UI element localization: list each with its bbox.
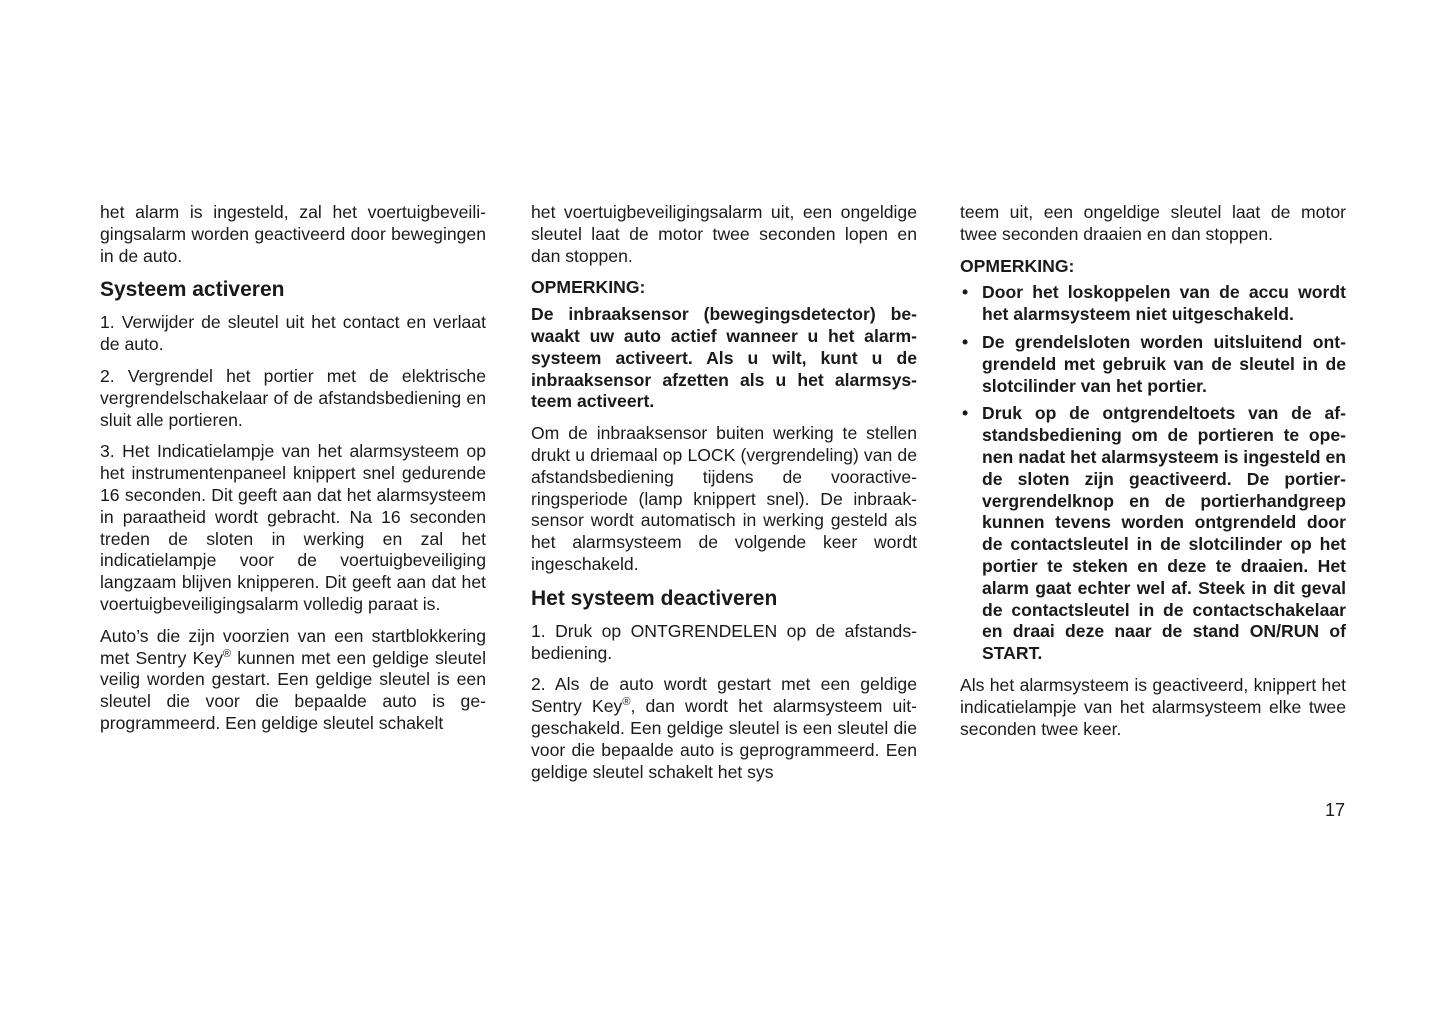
- section-heading-deactivate: Het systeem deactiveren: [531, 586, 778, 610]
- deactivate-step-2-text-b: , dan wordt het alarmsysteem uitgeschakeld. Een geldige sleutel is een sleutel die voor die bepaalde auto is geprogrammeerd. Een geldige sleutel schakelt het sys: [531, 696, 917, 782]
- sentry-key-text-a: Auto’s die zijn voorzien van een startblokkering met Sentry Key: [100, 625, 486, 668]
- bullet-text: De grendelsloten worden uitsluitend ontgrendeld met gebruik van de sleutel in de slotcilinder van het portier.: [982, 331, 1346, 396]
- bullet-dot-icon: •: [962, 331, 969, 352]
- note-bullet-item: [960, 403, 1346, 665]
- note-bullet-item: [960, 332, 1346, 397]
- final-paragraph: Als het alarmsysteem is geactiveerd, knippert het indicatielampje van het alarmsysteem elke twee seconden twee keer.: [960, 674, 1346, 739]
- page-number: 17: [1324, 800, 1345, 820]
- note-label: OPMERKING:: [960, 255, 1075, 276]
- intro-paragraph: het alarm is ingesteld, zal het voertuigbeveiligingsalarm worden geactiveerd door bewegingen in de auto.: [100, 202, 486, 266]
- note-bullet-item: [960, 282, 1346, 326]
- note-bullet-list: [960, 282, 1346, 665]
- activate-step-3: 3. Het Indicatielampje van het alarmsysteem op het instrumentenpaneel knippert snel gedurende 16 seconden. Dit geeft aan dat het alarmsysteem in paraatheid wordt gebracht. Na 16 seconden treden de sloten in werking en zal het indicatielampje voor de voertuigbeveiliging langzaam blijven knipperen. Dit geeft aan dat het voertuigbeveiligingsalarm volledig paraat is.: [100, 441, 486, 614]
- bullet-dot-icon: •: [962, 282, 969, 303]
- activate-step-2: 2. Vergrendel het portier met de elektrische vergrendelschakelaar of de afstandsbediening en sluit alle portieren.: [100, 365, 486, 430]
- registered-mark: ®: [622, 696, 631, 709]
- column-right: [960, 202, 1346, 750]
- note-text: De inbraaksensor (bewegingsdetector) bewaakt uw auto actief wanneer u het alarmsysteem activeert. Als u wilt, kunt u de inbraaksensor afzetten als u het alarmsysteem activeert.: [531, 304, 917, 412]
- sentry-key-text-b: kunnen met een geldige sleutel veilig worden gestart. Een geldige sleutel is een sleutel die voor die bepaalde auto is geprogrammeerd. Een geldige sleutel schakelt: [100, 647, 486, 733]
- sentry-key-paragraph: [100, 626, 486, 735]
- note-label: OPMERKING:: [531, 277, 646, 298]
- bullet-text: Druk op de ontgrendeltoets van de afstandsbediening om de portieren te openen nadat het alarmsysteem is ingesteld en de sloten zijn geactiveerd. De portiervergrendelknop en de portierhandgreep kunnen tevens worden ontgrendeld door de contactsleutel in de slotcilinder op het portier te steken en deze te draaien. Het alarm gaat echter wel af. Steek in dit geval de contactsleutel in de contactschakelaar en draai deze naar de stand ON/RUN of START.: [982, 403, 1346, 664]
- activate-step-1: 1. Verwijder de sleutel uit het contact en verlaat de auto.: [100, 312, 486, 355]
- section-heading-activate: Systeem activeren: [100, 278, 285, 302]
- registered-mark: ®: [222, 647, 231, 660]
- bullet-dot-icon: •: [962, 403, 969, 424]
- column-middle: [531, 202, 917, 793]
- bullet-text: Door het loskoppelen van de accu wordt het alarmsysteem niet uitgeschakeld.: [982, 282, 1346, 325]
- continued-paragraph: teem uit, een ongeldige sleutel laat de motor twee seconden draaien en dan stoppen.: [960, 202, 1346, 244]
- column-left: [100, 202, 486, 745]
- deactivate-step-2: [531, 674, 917, 783]
- deactivate-step-2-text-a: 2. Als de auto wordt gestart met een geldige Sentry Key: [531, 674, 917, 717]
- continued-paragraph: het voertuigbeveiligingsalarm uit, een ongeldige sleutel laat de motor twee seconden lopen en dan stoppen.: [531, 202, 917, 266]
- lock-paragraph: Om de inbraaksensor buiten werking te stellen drukt u driemaal op LOCK (vergrendeling) van de afstandsbediening tijdens de vooractiveringsperiode (lamp knippert snel). De inbraaksensor wordt automatisch in werking gesteld als het alarmsysteem de volgende keer wordt ingeschakeld.: [531, 423, 917, 574]
- deactivate-step-1: 1. Druk op ONTGRENDELEN op de afstandsbediening.: [531, 620, 917, 663]
